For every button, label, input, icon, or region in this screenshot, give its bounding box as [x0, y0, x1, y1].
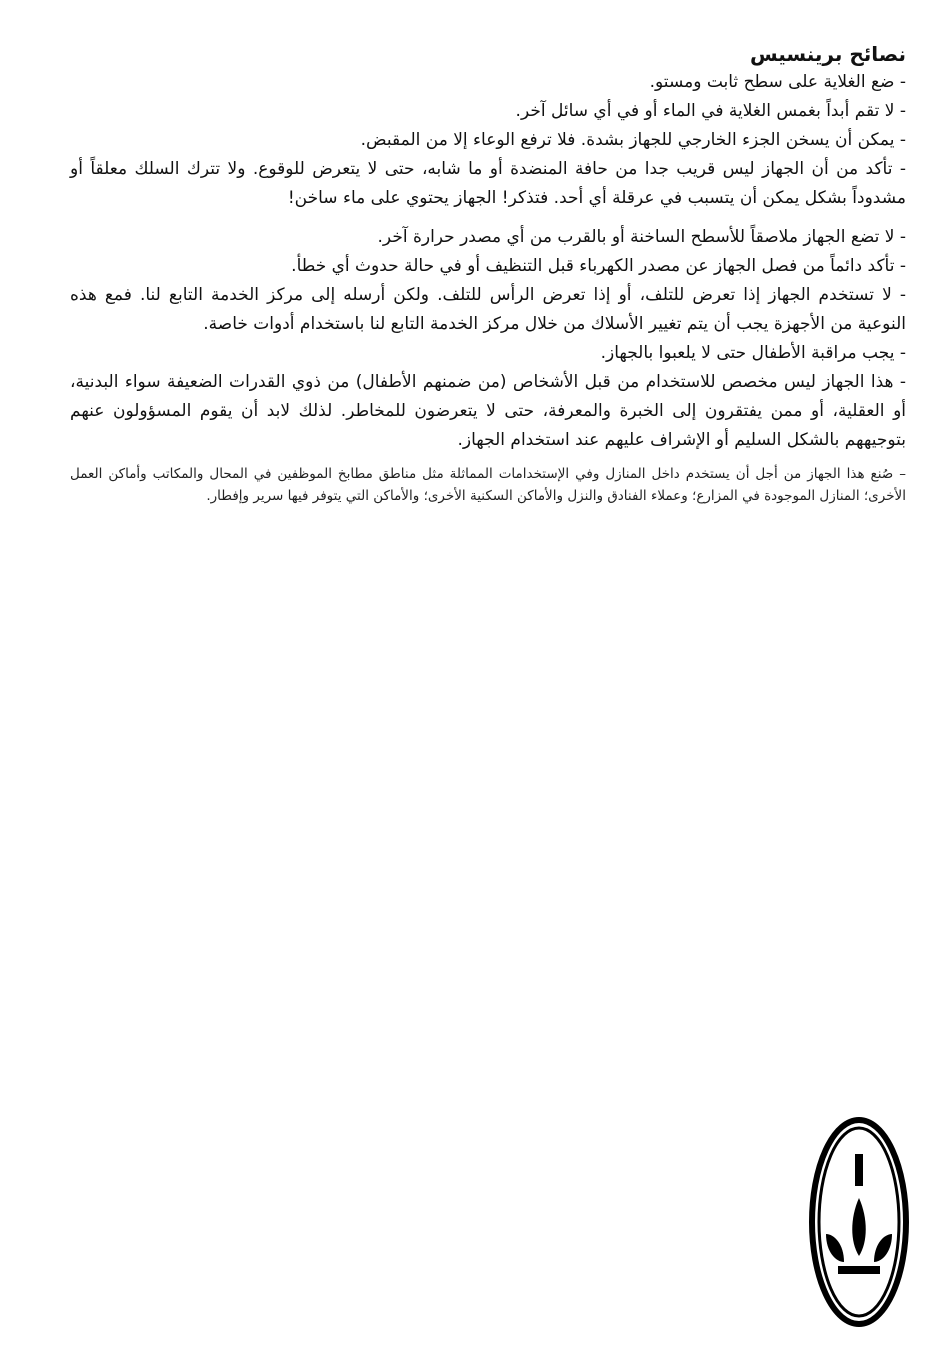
safety-item-stable-surface: - ضع الغلاية على سطح ثابت ومستو. — [649, 72, 906, 92]
safety-item-reduced-capabilities: - هذا الجهاز ليس مخصص للاستخدام من قبل الأشخاص (من ضمنهم الأطفال) من ذوي القدرات الضعيفة سواء البدنية، أو العقلية، أو ممن يفتقرون إلى الخبرة والمعرفة، حتى لا يتعرضون للمخاطر. لذلك لابد أن يقوم المسؤولون عنهم بتوجيههم بالشكل السليم أو الإشراف عليهم عند استخدام الجهاز. — [70, 372, 906, 450]
usage-note: – صُنع هذا الجهاز من أجل أن يستخدم داخل المنازل وفي الإستخدامات المماثلة مثل مناطق مطابخ الموظفين في المحال والمكاتب وأماكن العمل الأخرى؛ المنازل الموجودة في المزارع؛ وعملاء الفنادق والنزل والأماكن السكنية الأخرى؛ والأماكن التي يتوفر فيها سرير وإفطار. — [70, 466, 906, 504]
safety-item-no-immersion: - لا تقم أبداً بغمس الغلاية في الماء أو في أي سائل آخر. — [515, 101, 906, 121]
princess-crown-logo-icon — [808, 1116, 910, 1328]
safety-item-unplug: - تأكد دائماً من فصل الجهاز عن مصدر الكهرباء قبل التنظيف أو في حالة حدوث أي خطأ. — [291, 256, 906, 276]
page-title: نصائح برينسيس — [749, 42, 906, 66]
manual-page — [70, 40, 906, 507]
safety-item-heat-sources: - لا تضع الجهاز ملاصقاً للأسطح الساخنة أو بالقرب من أي مصدر حرارة آخر. — [377, 227, 906, 247]
safety-item-damage: - لا تستخدم الجهاز إذا تعرض للتلف، أو إذا تعرض الرأس للتلف. ولكن أرسله إلى مركز الخدمة التابع لنا. فمع هذه النوعية من الأجهزة يجب أن يتم تغيير الأسلاك من خلال مركز الخدمة التابع لنا باستخدام أدوات خاصة. — [70, 285, 906, 334]
safety-item-children: - يجب مراقبة الأطفال حتى لا يلعبوا بالجهاز. — [600, 343, 906, 363]
safety-item-table-edge: - تأكد من أن الجهاز ليس قريب جدا من حافة المنضدة أو ما شابه، حتى لا يتعرض للوقوع. ولا تترك السلك معلقاً أو مشدوداً بشكل يمكن أن يتسبب في عرقلة أي أحد. فتذكر! الجهاز يحتوي على ماء ساخن! — [70, 159, 906, 208]
safety-item-hot-exterior: - يمكن أن يسخن الجزء الخارجي للجهاز بشدة. فلا ترفع الوعاء إلا من المقبض. — [360, 130, 906, 150]
